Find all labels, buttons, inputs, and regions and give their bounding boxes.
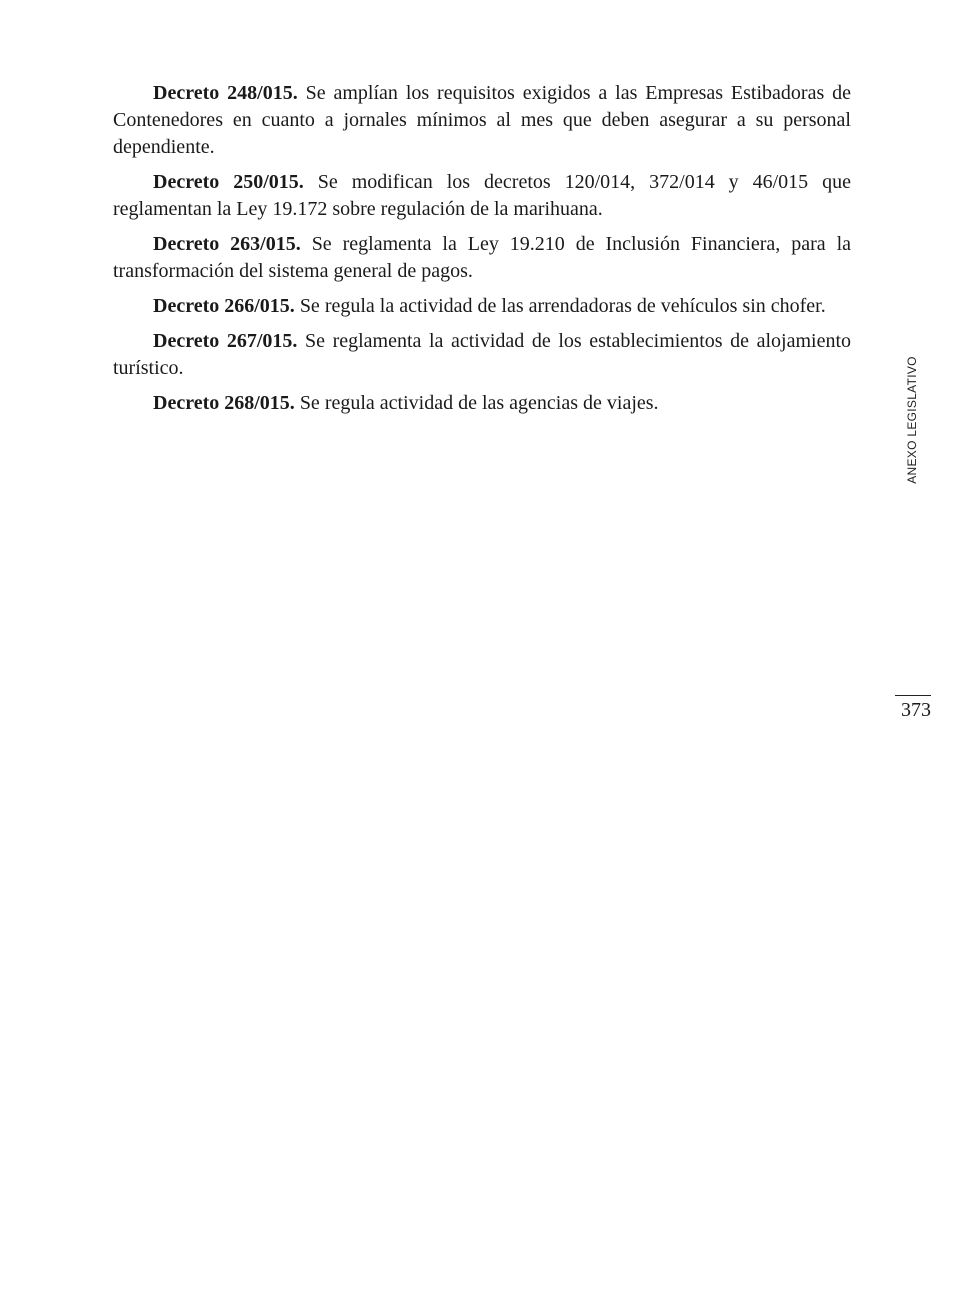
decree-code: Decreto 266/015. — [153, 295, 295, 317]
decree-entry — [113, 390, 851, 417]
document-body — [113, 80, 851, 425]
decree-code: Decreto 263/015. — [153, 233, 301, 255]
decree-code: Decreto 267/015. — [153, 330, 298, 352]
section-side-label: ANEXO LEGISLATIVO — [905, 356, 919, 484]
decree-code: Decreto 248/015. — [153, 82, 298, 104]
decree-code: Decreto 250/015. — [153, 171, 304, 193]
decree-entry — [113, 231, 851, 285]
decree-code: Decreto 268/015. — [153, 392, 295, 414]
decree-entry — [113, 293, 851, 320]
page-number-rule — [895, 695, 931, 696]
page-number: 373 — [901, 699, 931, 721]
decree-description: Se modifican los decretos 120/014, 372/014 y 46/015 que reglamentan la Ley 19.172 sobre regulación de la marihuana. — [113, 171, 851, 220]
decree-description: Se regula la actividad de las arrendadoras de vehículos sin chofer. — [299, 295, 826, 317]
decree-entry — [113, 328, 851, 382]
decree-description: Se regula actividad de las agencias de viajes. — [299, 392, 659, 414]
decree-description: Se reglamenta la Ley 19.210 de Inclusión Financiera, para la transformación del sistema general de pagos. — [113, 233, 852, 282]
decree-description: Se reglamenta la actividad de los establecimientos de alojamiento turístico. — [113, 330, 852, 379]
decree-entry — [113, 80, 851, 161]
decree-entry — [113, 169, 851, 223]
decree-description: Se amplían los requisitos exigidos a las Empresas Estibadoras de Contenedores en cuanto a jornales mínimos al mes que deben asegurar a su personal dependiente. — [113, 82, 851, 158]
